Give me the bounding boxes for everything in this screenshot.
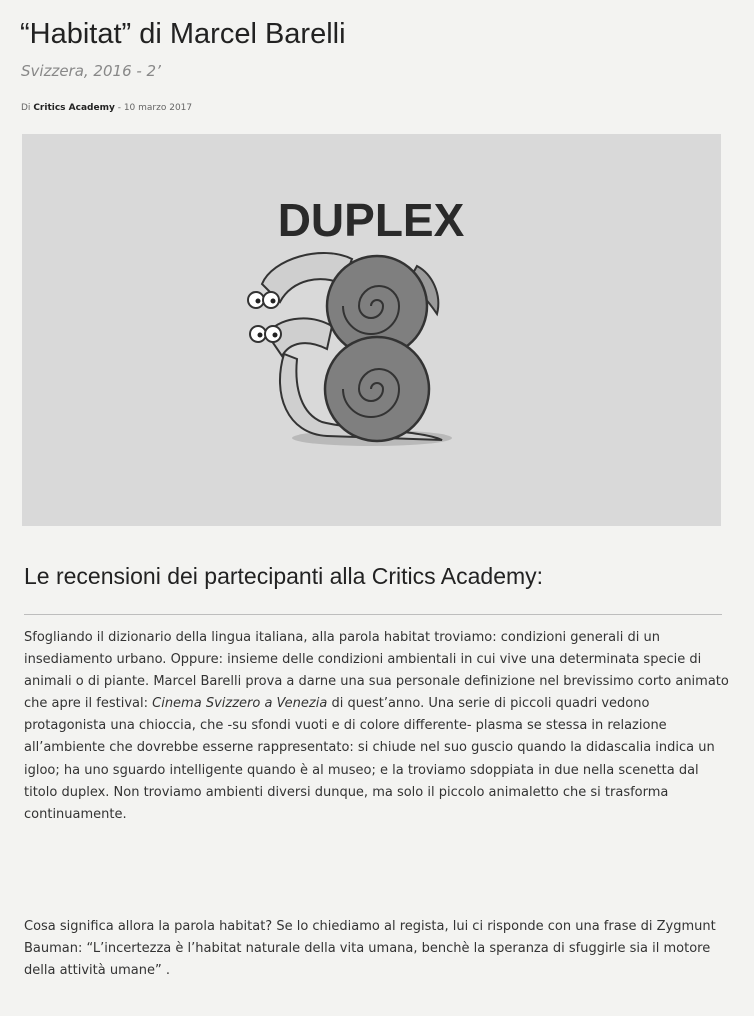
meta-author-link[interactable]: Critics Academy bbox=[33, 103, 115, 113]
article-subtitle: Svizzera, 2016 - 2’ bbox=[21, 62, 161, 80]
duplex-snail-illustration bbox=[22, 134, 721, 526]
review-paragraph-2: Cosa significa allora la parola habitat? Se lo chiediamo al regista, lui ci risponde con una frase di Zygmunt Bauman: “L’incertezza è l’habitat naturale della vita umana, benchè la speranza di sfuggirle sia il motore della attività umane” . bbox=[24, 919, 716, 979]
section-divider bbox=[24, 614, 722, 615]
meta-date: 10 marzo 2017 bbox=[123, 103, 193, 113]
article-meta bbox=[21, 103, 192, 113]
festival-name: Cinema Svizzero a Venezia bbox=[152, 696, 328, 712]
paragraph-1-text-a: Sfogliando il dizionario della lingua italiana, alla parola habitat troviamo: condizioni generali di un insediamento urbano. Oppure: insieme delle condizioni ambientali in cui vive una determinata specie di animali o di piante. Marcel Barelli prova a darne una sua personale definizione nel brevissimo corto animato che apre il festival: bbox=[24, 630, 729, 712]
review-paragraph-1 bbox=[24, 627, 732, 826]
hero-caption-text: DUPLEX bbox=[277, 194, 465, 246]
section-heading: Le recensioni dei partecipanti alla Critics Academy: bbox=[24, 563, 544, 589]
hero-image bbox=[22, 134, 721, 526]
paragraph-1-text-b: di quest’anno. Una serie di piccoli quadri vedono protagonista una chioccia, che -su sfondi vuoti e di colore differente- plasma se stessa in relazione all’ambiente che dovrebbe esserne rappresentato: si chiude nel suo guscio quando la didascalia indica un igloo; ha uno sguardo intelligente quando è al museo; e la troviamo sdoppiata in due nella scenetta dal titolo duplex. Non troviamo ambienti diversi dunque, ma solo il piccolo animaletto che si trasforma continuamente. bbox=[24, 696, 715, 822]
meta-separator: - bbox=[117, 103, 121, 113]
shell-lower bbox=[325, 337, 429, 441]
meta-by-prefix: Di bbox=[21, 103, 31, 113]
article-title: “Habitat” di Marcel Barelli bbox=[20, 18, 346, 50]
